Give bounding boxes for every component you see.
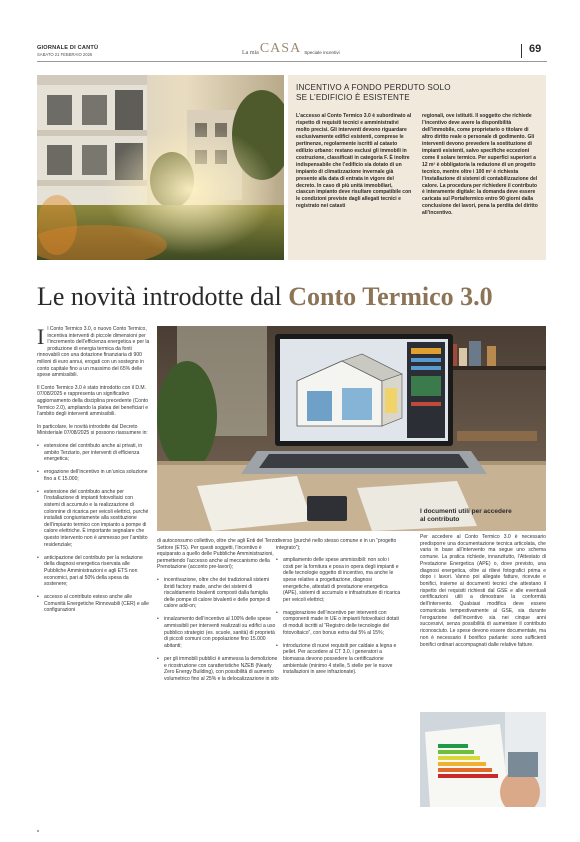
bullet-list-c	[276, 557, 401, 676]
logo-section: Speciale incentivi	[304, 50, 340, 55]
article-continuation-c: diverso (purché nello stesso comune e in un “progetto integrato”);	[276, 538, 397, 551]
list-item: • ampliamento delle spese ammissibili: non solo i costi per la fornitura e posa in opera degli impianti e delle tecnologie oggetto di incentivo, ma anche le spese relative a progettazione, diagnosi energetiche, attestati di prestazione energetica (APE), sistemi di accumulo e infrastrutture di ricarica per veicoli elettrici;	[276, 557, 401, 603]
sidebar-title-line1: I documenti utili per accedere	[420, 508, 512, 515]
article-column-1	[37, 326, 150, 620]
sidebar-text: Per accedere al Conto Termico 3.0 è necessario predisporre una documentazione tecnica articolata, che varia in base all’intervento ma segue uno schema comune. La pratica richiede, innanzitutto, l’Attestato di Prestazione Energetica (APE) o, dove previsto, una diagnosi energetica, oltre ai rilievi fotografici prima e dopo i lavori. Vanno poi allegate fatture, ricevute e bonifici, insieme ai documenti tecnici che attestano il rispetto dei requisiti richiesti dal GSE e alle eventuali certificazioni utili a dimostrare la conformità dell’intervento. Qualsiasi modifica deve essere comunicata tempestivamente al GSE, sia durante l’erogazione dell’incentivo sia nei cinque anni successivi, senza possibilità di aumentare il contributo riconosciuto. Le spese devono essere documentate, ma non è necessario il bonifico parlante: sono sufficienti bonifici ordinari accompagnati dalle relative fatture.	[420, 534, 546, 648]
article-intro: l Conto Termico 3.0, o nuovo Conto Termico, incentiva interventi di piccole dimensioni per l’incremento dell’efficienza energetica e per la produzione di energia termica da fonti rinnovabili con una dotazione finanziaria di 900 milioni di euro annui, erogati con un sostegno in conto capitale fino a un massimo del 65% delle spese ammissibili.	[37, 326, 150, 379]
list-item: • innalzamento dell’incentivo al 100% delle spese ammissibili per interventi realizzati su edifici a uso pubblico strategici (es. scuole, sanità) di proprietà di piccoli comuni con popolazione fino 15.000 abitanti;	[157, 616, 279, 649]
list-item: • accesso al contributo esteso anche alle Comunità Energetiche Rinnovabili (CER) e alle configurazioni	[37, 594, 150, 614]
header-divider	[521, 44, 522, 58]
article-paragraph-3: In particolare, le novità introdotte dal Decreto Ministeriale 07/08/2025 si possono riassumere in:	[37, 423, 148, 437]
list-item: • anticipazione del contributo per la redazione della diagnosi energetica riservata alle Pubbliche Amministrazioni e agli ETS non economici, pari al 50% della spesa da sostenere;	[37, 555, 150, 588]
sidebar-title	[420, 508, 546, 524]
logo-prefix: La mia	[242, 50, 259, 56]
headline	[37, 282, 547, 312]
list-item: • incentivazione, oltre che dei tradizionali sistemi ibridi factory made, anche dei sistemi di riscaldamento bivalenti composti dalla famiglia delle pompe di calore bivalenti e delle pompe di calore add-on;	[157, 577, 279, 610]
newspaper-name: GIORNALE DI CANTÙ	[37, 45, 99, 51]
list-item: • introduzione di nuovi requisiti per caldaie a legna e pellet. Per accedere al CT 3.0, i generatori a biomassa devono possedere la certificazione ambientale (minimo 4 stelle, 5 stelle per le nuove installazioni in aree infrazionate).	[276, 643, 401, 676]
header-rule	[37, 61, 547, 62]
page-mark	[37, 830, 39, 832]
list-item: • maggiorazione dell’incentivo per interventi con componenti made in UE o impianti fotovoltaici dotati di moduli iscritti al “Registro delle tecnologie del fotovoltaico”, con bonus extra dal 5% al 15%;	[276, 610, 401, 636]
article-paragraph-2: Il Conto Termico 3.0 è stato introdotto con il D.M. 07/08/2025 e rappresenta un significativo aggiornamento della disciplina precedente (Conto Termico 2.0), ampliando la platea dei beneficiari e l’ambito degli interventi ammissibili.	[37, 384, 149, 418]
sidebar-title-line2: al contributo	[420, 516, 460, 523]
list-item: • estensione del contributo anche per l’installazione di impianti fotovoltaici con sistemi di accumulo e la realizzazione di colonnine di ricarica per veicoli elettrici, purché installati congiuntamente alla sostituzione dell’impianto termico con impianto a pompe di calore elettriche. È importante segnalare che questo intervento non è ammesso per l’ambito residenziale;	[37, 489, 150, 548]
info-box-title-line1: INCENTIVO A FONDO PERDUTO SOLO	[296, 83, 451, 92]
drop-cap: I	[37, 324, 45, 349]
info-box-column-2: regionali, ove istituiti. Il soggetto che richiede l’incentivo deve avere la disponibilità dell’immobile, come proprietario o titolare di altro diritto reale o personale di godimento. Gli interventi devono prevedere la sostituzione di impianti esistenti, salvo specifiche eccezioni come il solare termico. Per superfici superiori a 12 m² è obbligatoria la redazione di un progetto tecnico, mentre oltre i 100 m² è richiesta l’installazione di sistemi di contabilizzazione del calore. La procedura per richiedere il contributo è interamente digitale: la domanda deve essere caricata sul Portaltermico entro 90 giorni dalla conclusione dei lavori, pena la perdita del diritto all’incentivo.	[422, 113, 538, 217]
bullet-list-b	[157, 577, 279, 682]
article-column-3	[276, 538, 401, 682]
list-item: • estensione del contributo anche ai privati, in ambito Terziario, per interventi di efficienza energetica;	[37, 443, 150, 463]
info-box-title-line2: SE L’EDIFICIO È ESISTENTE	[296, 93, 410, 102]
bullet-list-a	[37, 443, 150, 614]
article-column-2	[157, 538, 279, 689]
headline-part2: Conto Termico 3.0	[288, 282, 493, 311]
laptop-photo	[157, 326, 546, 531]
issue-date: SABATO 21 FEBBRAIO 2026	[37, 52, 93, 57]
page-number: 69	[529, 43, 542, 55]
section-logo	[242, 42, 340, 56]
houses-photo	[37, 75, 284, 260]
logo-main: CASA	[259, 41, 302, 56]
headline-part1: Le novità introdotte dal	[37, 282, 289, 311]
energy-certificate-photo	[420, 712, 546, 807]
list-item: • erogazione dell’incentivo in un’unica soluzione fino a € 15.000;	[37, 469, 150, 482]
info-box-column-1: L’accesso al Conto Termico 3.0 è subordinato al rispetto di requisiti tecnici e amministrativi molto precisi. Gli interventi devono riguardare esclusivamente edifici esistenti, comprese le pertinenze, regolarmente iscritti al catasto edilizio urbano: restano esclusi gli immobili in costruzione, classificati in categoria F. È inoltre indispensabile che l’edificio sia dotato di un impianto di climatizzazione invernale già presente alla data di entrata in vigore del decreto. In caso di più unità immobiliari, ciascun impianto deve risultare compatibile con le condizioni previste dagli allegati tecnici e registrato nei catasti	[296, 113, 412, 210]
article-continuation-b: di autoconsumo collettivo, oltre che agli Enti del Terzo Settore (ETS). Per questi soggetti, l’incentivo è equiparato a quello delle Pubbliche Amministrazioni, permettendo l’accesso anche al meccanismo della Prenotazione (acconto pre-lavori);	[157, 538, 277, 571]
list-item: • per gli immobili pubblici è ammessa la demolizione e ricostruzione con caratteristiche NZEB (Nearly Zero Energy Building), con possibilità di aumento volumetrico fino al 25% e la delocalizzazione in sito	[157, 656, 279, 682]
info-box-title	[296, 83, 531, 103]
